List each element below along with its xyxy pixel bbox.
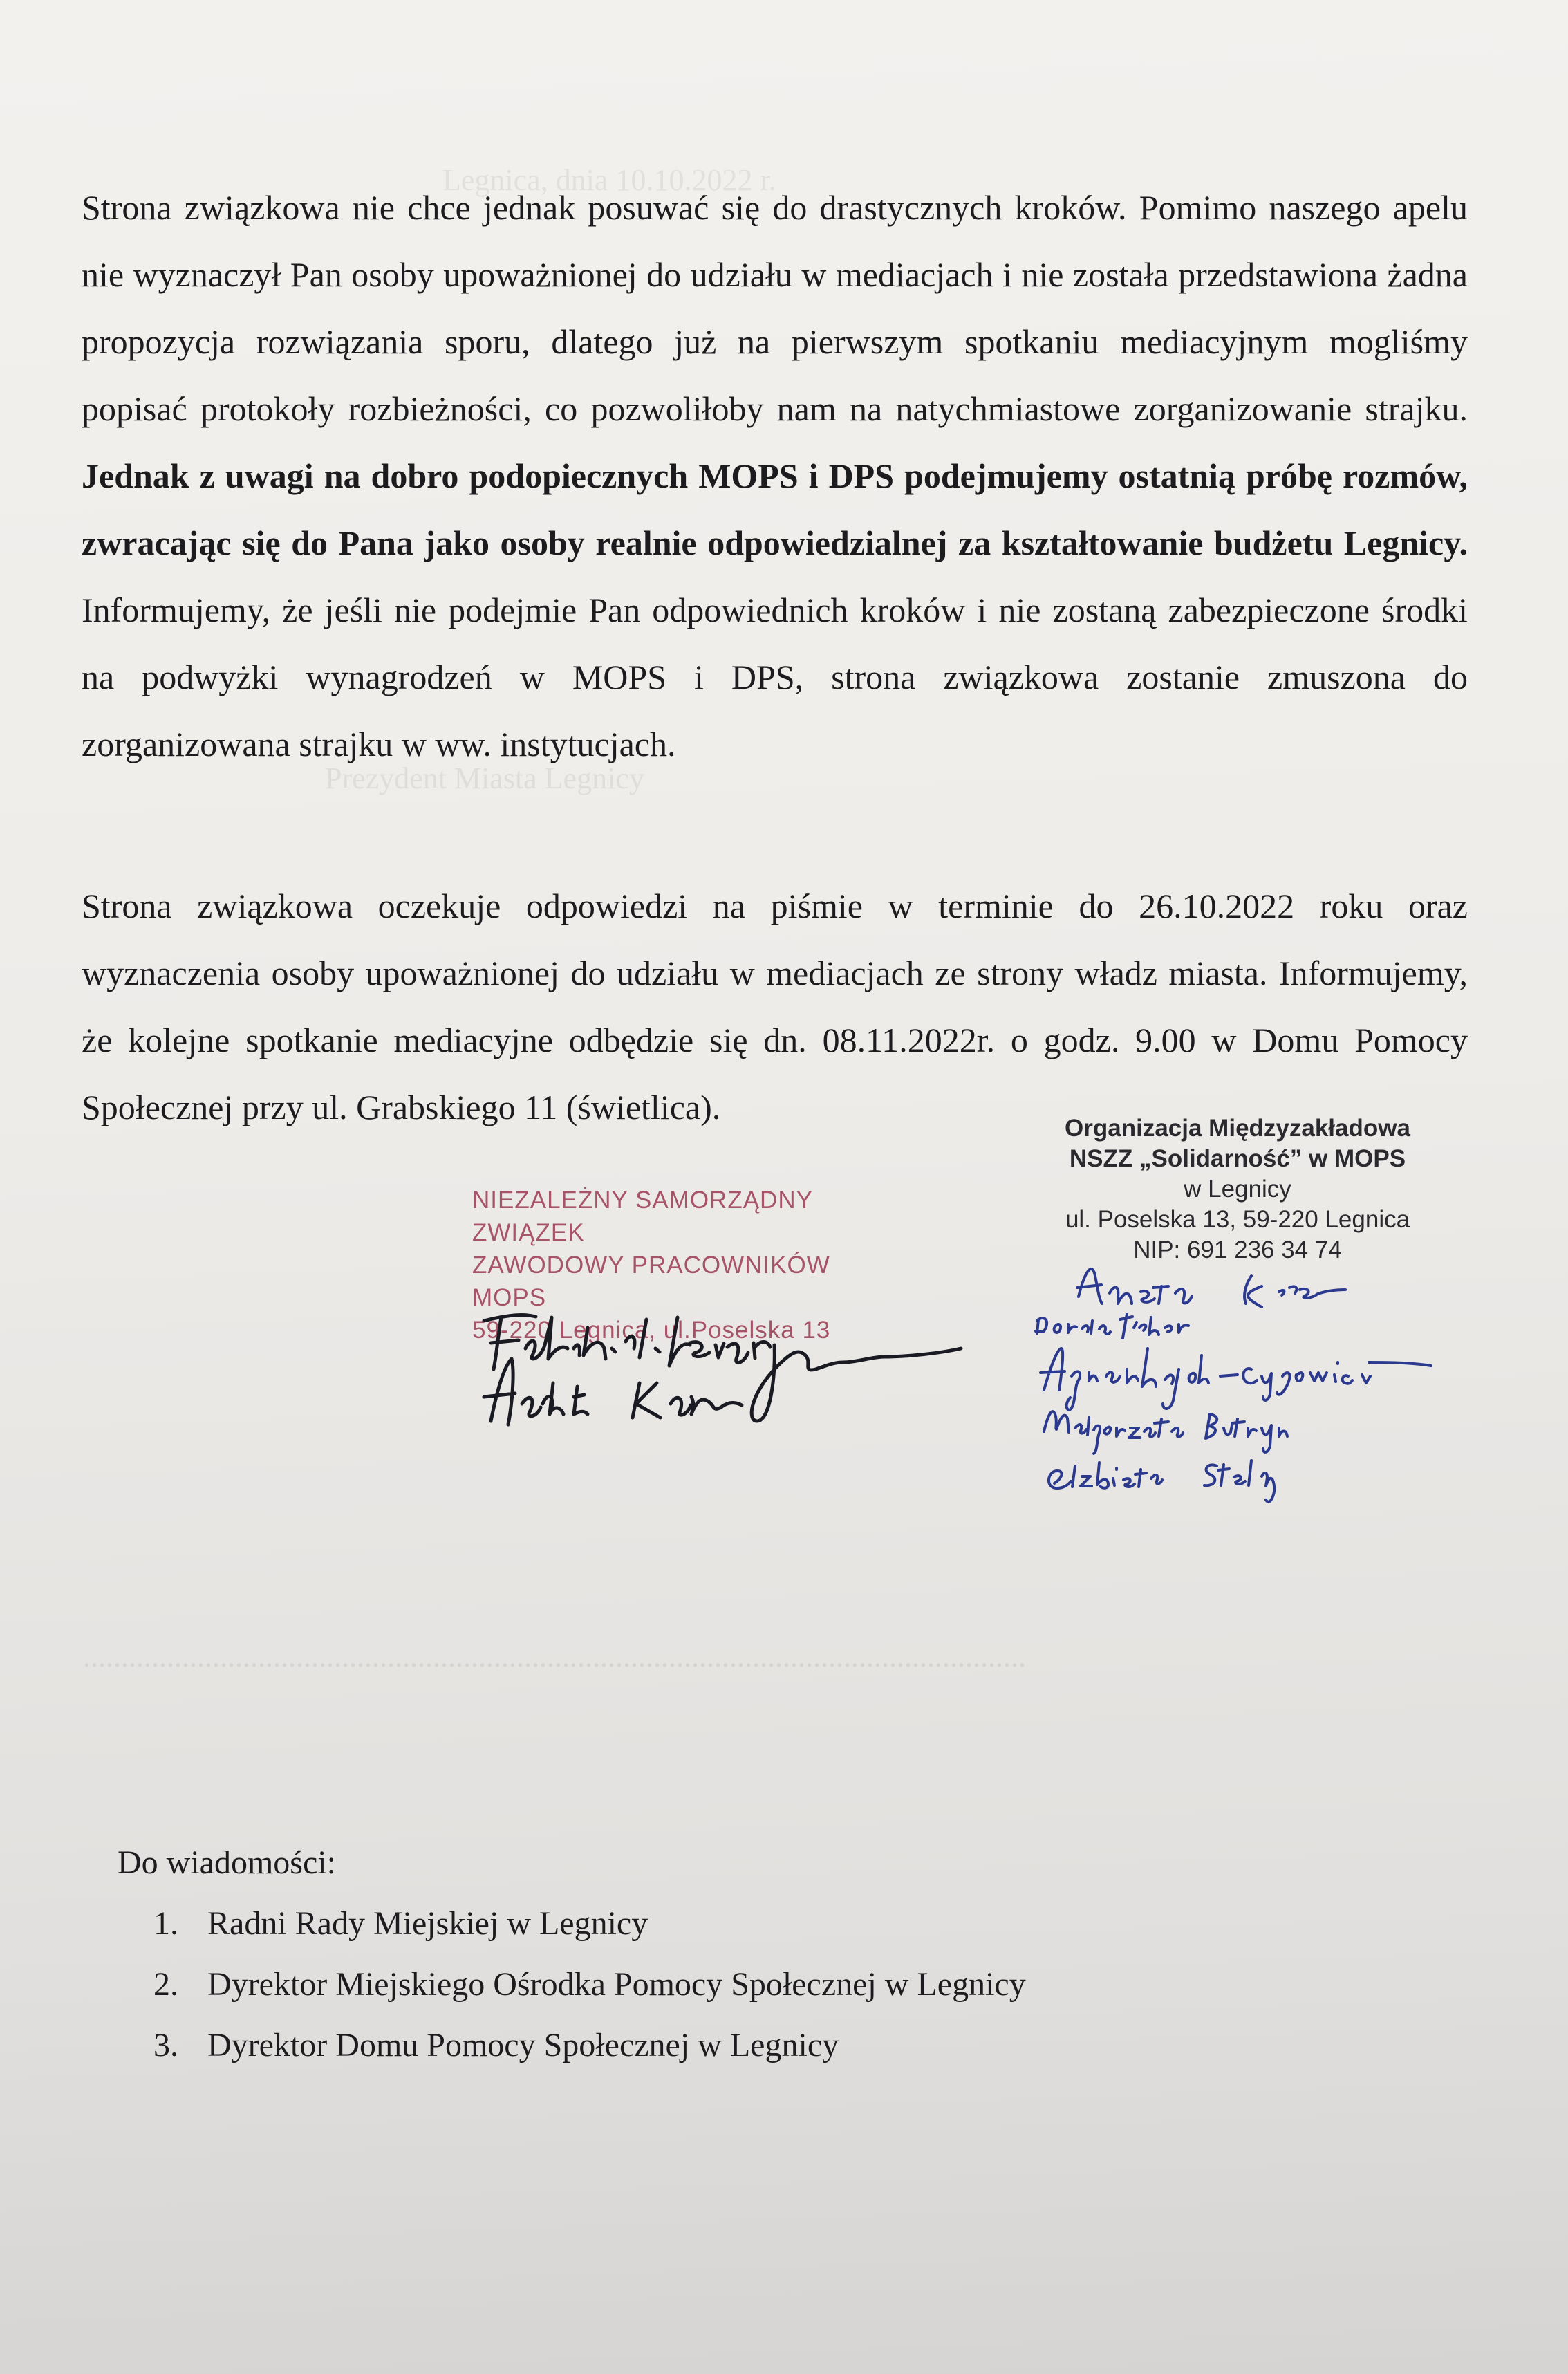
cc-list — [118, 1893, 1362, 2076]
cc-heading: Do wiadomości: — [118, 1844, 336, 1881]
paragraph-main-bold: Jednak z uwagi na dobro podopiecznych MOPS i DPS podejmujemy ostatnią próbę rozmów, zwracając się do Pana jako osoby realnie odpowiedzialnej za kształtowanie budżetu Legnicy. — [82, 456, 1468, 562]
stamp-right-line2: NSZZ „Solidarność” w MOPS — [1069, 1145, 1406, 1172]
signature-aneta-kierce — [1077, 1269, 1345, 1307]
signature-dorota-fiebiger — [1036, 1314, 1188, 1338]
signature-group-left — [470, 1300, 996, 1438]
stamp-left-line2: ZAWODOWY PRACOWNIKÓW MOPS — [472, 1252, 830, 1311]
cc-list-item: 1. Radni Rady Miejskiej w Legnicy — [187, 1893, 1362, 1954]
signature-group-right — [1023, 1259, 1549, 1508]
signature-elzbieta-stelmach — [1049, 1460, 1274, 1502]
stamp-left-line1: NIEZALEŻNY SAMORZĄDNY ZWIĄZEK — [472, 1187, 813, 1246]
bleed-through-text: Prezydent Miasta Legnicy — [325, 761, 644, 795]
cc-section — [118, 1833, 1362, 2076]
union-stamp-solidarnosc — [1002, 1113, 1473, 1265]
signature-agnieszka-job-cygowicz — [1040, 1348, 1431, 1410]
paragraph-main-warning: Informujemy, że jeśli nie podejmie Pan odpowiednich kroków i nie zostaną zabezpieczone środki na podwyżki wynagrodzeń w MOPS i DPS, strona związkowa zostanie zmuszona do zorganizowana strajku w ww. instytucjach. — [82, 591, 1468, 763]
paragraph-request: Strona związkowa oczekuje odpowiedzi na piśmie w terminie do 26.10.2022 roku oraz wyznaczenia osoby upoważnionej do udziału w mediacjach ze strony władz miasta. Informujemy, że kolejne spotkanie mediacyjne odbędzie się dn. 08.11.2022r. o godz. 9.00 w Domu Pomocy Społecznej przy ul. Grabskiego 11 (świetlica). — [82, 887, 1468, 1126]
bleed-through-text: ............................................................................................................................ — [83, 1640, 1026, 1673]
stamp-right-line1: Organizacja Międzyzakładowa — [1065, 1115, 1410, 1142]
signature-malgorzata-butryn — [1044, 1411, 1287, 1454]
paragraph-main-intro: Strona związkowa nie chce jednak posuwać się do drastycznych kroków. Pomimo naszego apelu nie wyznaczył Pan osoby upoważnionej do udziału w mediacjach i nie została przedstawiona żadna propozycja rozwiązania sporu, dlatego już na pierwszym spotkaniu mediacyjnym mogliśmy popisać protokoły rozbieżności, co pozwoliłoby nam na natychmiastowe zorganizowanie strajku. — [82, 188, 1468, 428]
stamp-right-line3: w Legnicy — [1184, 1176, 1291, 1203]
signature-agata-kaune — [484, 1359, 742, 1425]
stamp-left-line3: 59-220 Legnica, ul.Poselska 13 — [472, 1317, 831, 1344]
cc-list-item: 2. Dyrektor Miejskiego Ośrodka Pomocy Społecznej w Legnicy — [187, 1954, 1362, 2015]
stamp-right-line5: NIP: 691 236 34 74 — [1133, 1236, 1342, 1263]
bleed-through-text: Legnica, dnia 10.10.2022 r. — [442, 163, 776, 197]
paragraph-main — [82, 174, 1468, 778]
stamp-right-line4: ul. Poselska 13, 59-220 Legnica — [1065, 1206, 1410, 1233]
cc-list-item: 3. Dyrektor Domu Pomocy Społecznej w Legnicy — [187, 2015, 1362, 2076]
